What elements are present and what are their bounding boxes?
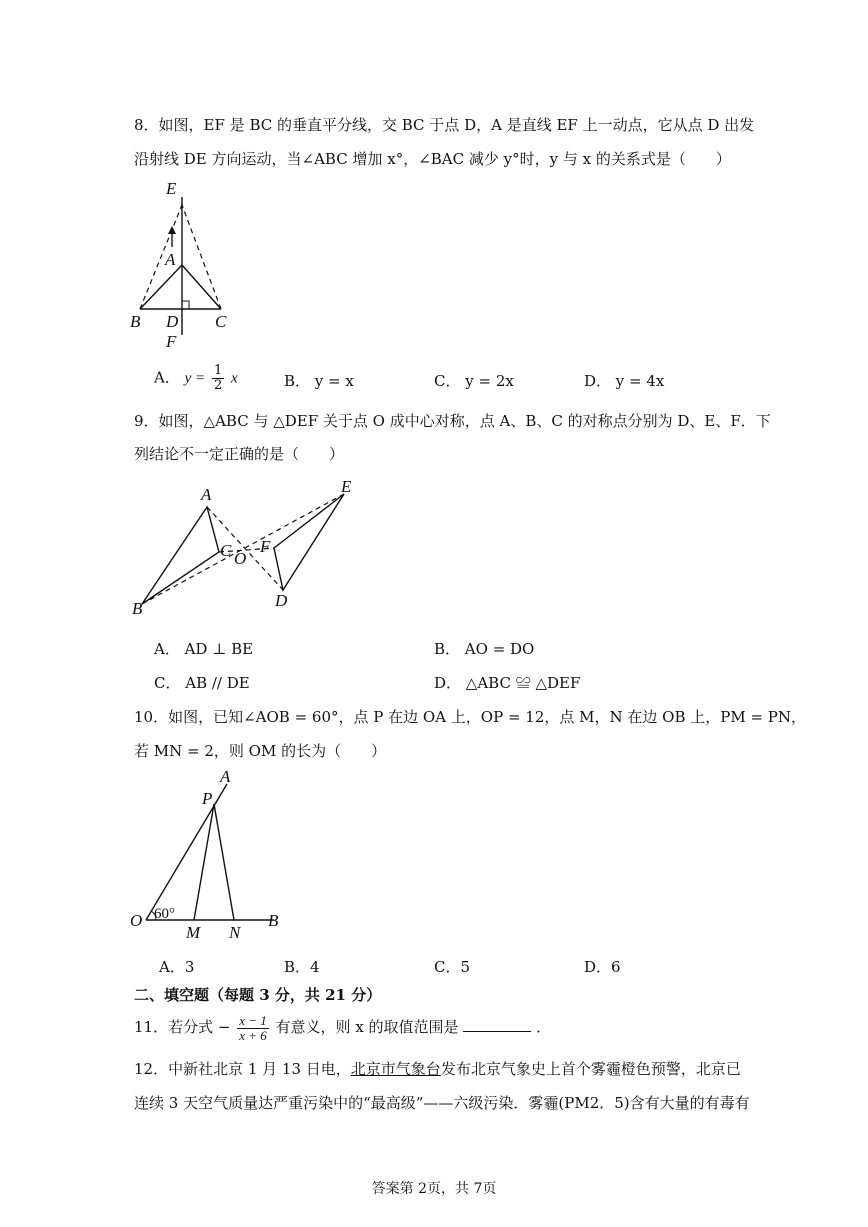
label-c: C bbox=[215, 312, 227, 331]
q11-end: ． bbox=[536, 1018, 552, 1036]
q10-figure bbox=[126, 764, 296, 944]
q9-option-a: A． AD ⊥ BE bbox=[154, 640, 254, 658]
label-o: O bbox=[130, 911, 143, 930]
q11-answer-blank bbox=[463, 1017, 531, 1032]
q8-stem-line1: 8．如图，EF 是 BC 的垂直平分线，交 BC 于点 D，A 是直线 EF 上一动点，它从点 D 出发 bbox=[134, 116, 755, 134]
q12-line1 bbox=[134, 1058, 741, 1079]
label-e: E bbox=[166, 179, 177, 198]
label-d: D bbox=[275, 591, 288, 610]
q8-figure bbox=[120, 175, 250, 355]
label-e: E bbox=[341, 478, 352, 496]
q8-option-b: B． y = x bbox=[284, 372, 354, 390]
label-p: P bbox=[202, 789, 213, 808]
label-n: N bbox=[229, 923, 241, 942]
label-a: A bbox=[220, 767, 231, 786]
q10-option-b: B．4 bbox=[284, 958, 320, 976]
label-m: M bbox=[186, 923, 201, 942]
q8-option-a-label: A． bbox=[154, 368, 180, 387]
q8-option-a-denominator: 2 bbox=[213, 378, 223, 393]
q8-option-a-lhs: y = bbox=[184, 370, 206, 387]
dashed-ce bbox=[182, 205, 221, 309]
q12-link[interactable]: 北京市气象台 bbox=[350, 1060, 441, 1078]
q9-figure bbox=[126, 478, 366, 618]
label-f: F bbox=[166, 332, 177, 351]
section-heading: 二、填空题（每题 3 分，共 21 分） bbox=[134, 986, 382, 1004]
segment-ac bbox=[182, 265, 221, 309]
q8-option-c: C． y = 2x bbox=[434, 372, 514, 390]
q9-option-c: C． AB // DE bbox=[154, 674, 250, 692]
q9-option-d: D． △ABC ≌ △DEF bbox=[434, 674, 581, 692]
q9-stem-line1: 9．如图，△ABC 与 △DEF 关于点 O 成中心对称，点 A、B、C 的对称点分别为 D、E、F．下 bbox=[134, 412, 771, 430]
q11-suffix: 有意义，则 x 的取值范围是 bbox=[275, 1018, 459, 1036]
triangle-def bbox=[274, 494, 344, 590]
label-angle: 60° bbox=[154, 906, 175, 922]
label-b: B bbox=[132, 599, 143, 618]
triangle-abc bbox=[142, 507, 219, 604]
label-b: B bbox=[130, 312, 141, 331]
ray-oa bbox=[146, 784, 227, 920]
dashed-be bbox=[140, 205, 182, 309]
q9-option-b: B． AO = DO bbox=[434, 640, 535, 658]
q10-option-d: D．6 bbox=[584, 958, 621, 976]
segment-ab bbox=[140, 265, 182, 309]
label-b: B bbox=[268, 911, 279, 930]
q10-option-a: A．3 bbox=[159, 958, 195, 976]
label-a: A bbox=[201, 485, 212, 504]
motion-arrow-head bbox=[168, 226, 176, 234]
label-f: F bbox=[260, 537, 271, 556]
label-a: A bbox=[165, 250, 176, 269]
q8-option-a-numerator: 1 bbox=[213, 363, 223, 378]
q11-numerator: x − 1 bbox=[239, 1012, 267, 1028]
q11-prefix: 11．若分式 − bbox=[134, 1018, 231, 1036]
q12-line1-a: 12．中新社北京 1 月 13 日电， bbox=[134, 1060, 351, 1078]
q10-option-c: C．5 bbox=[434, 958, 471, 976]
right-angle-mark bbox=[182, 301, 189, 309]
q8-option-a-fraction bbox=[212, 364, 224, 393]
label-o: O bbox=[234, 549, 247, 568]
q11-fraction bbox=[237, 1014, 269, 1043]
q8-option-a bbox=[154, 364, 238, 393]
q8-stem-line2: 沿射线 DE 方向运动，当∠ABC 增加 x°，∠BAC 减少 y°时，y 与 x 的关系式是（ ） bbox=[134, 150, 731, 168]
label-c: C bbox=[220, 541, 232, 560]
q10-stem-line1: 10．如图，已知∠AOB = 60°，点 P 在边 OA 上，OP = 12，点 M，N 在边 OB 上，PM = PN， bbox=[134, 708, 807, 726]
q10-stem-line2: 若 MN = 2，则 OM 的长为（ ） bbox=[134, 742, 387, 760]
q12-line1-b: 发布北京气象史上首个雾霾橙色预警，北京已 bbox=[440, 1060, 741, 1078]
q12-line2: 连续 3 天空气质量达严重污染中的“最高级”——六级污染．雾霾(PM2．5)含有大量的有毒有 bbox=[134, 1094, 750, 1112]
q8-option-a-rhs: x bbox=[231, 370, 238, 387]
q8-option-d: D． y = 4x bbox=[584, 372, 665, 390]
q11-denominator: x + 6 bbox=[239, 1027, 267, 1043]
label-d: D bbox=[166, 312, 179, 331]
q11-stem bbox=[134, 1010, 551, 1044]
page-footer: 答案第 2页，共 7页 bbox=[371, 1181, 497, 1197]
segment-pn bbox=[214, 804, 234, 920]
q9-stem-line2: 列结论不一定正确的是（ ） bbox=[134, 445, 345, 463]
